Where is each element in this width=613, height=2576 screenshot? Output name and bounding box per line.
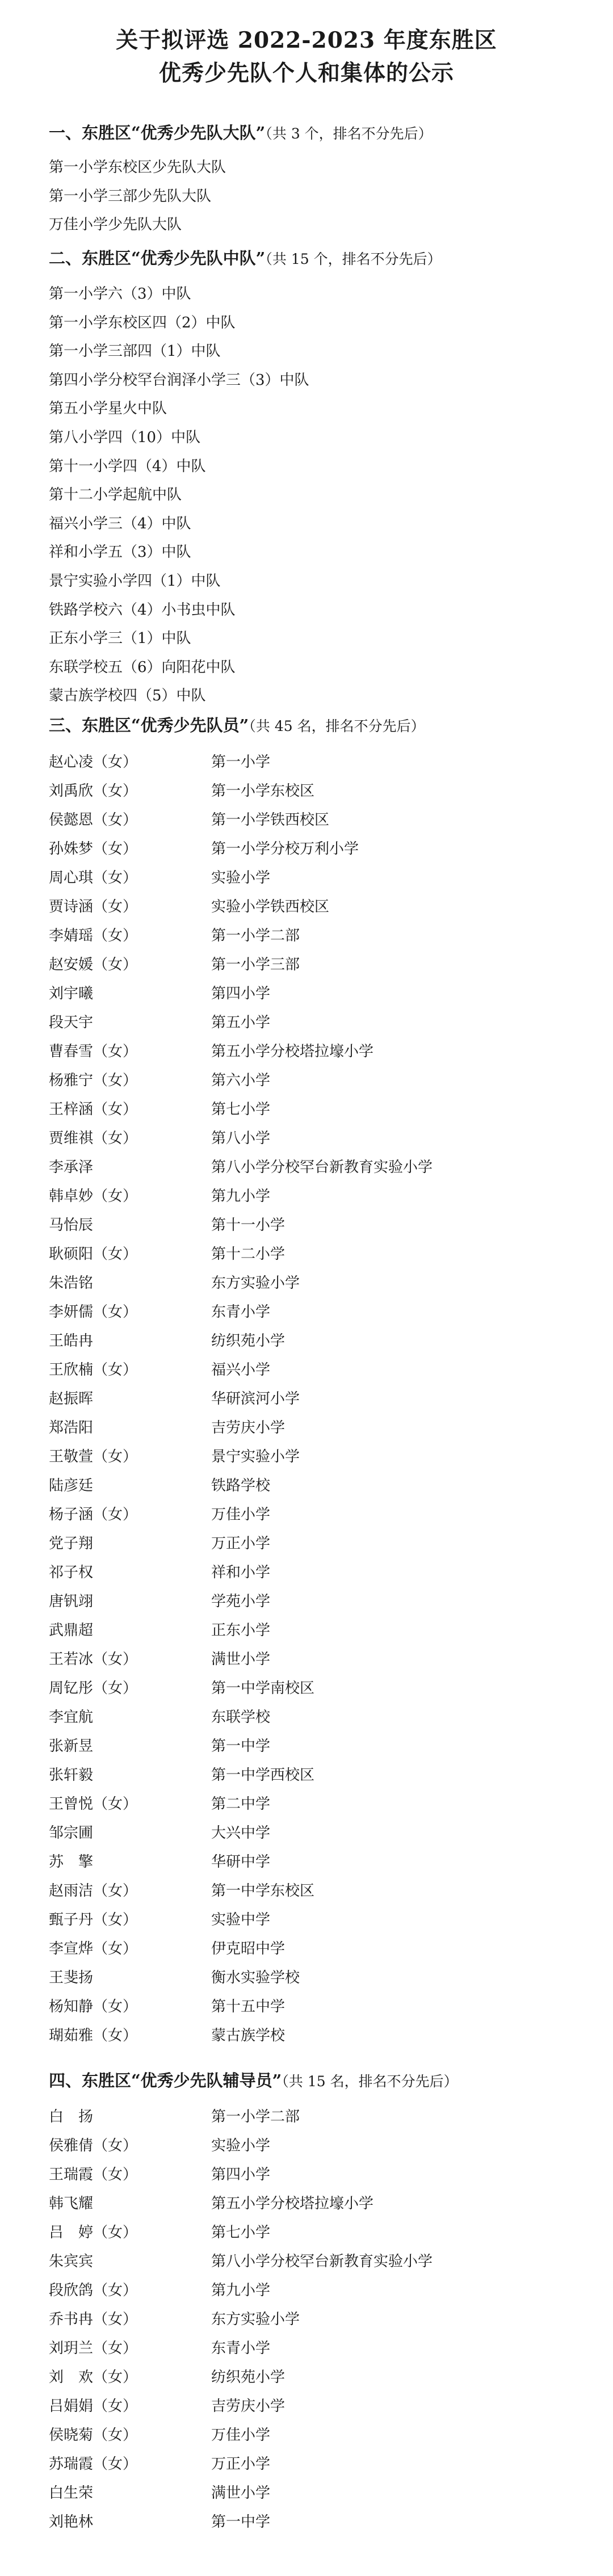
school-name: 景宁实验小学: [211, 1448, 300, 1465]
squadron-list: [49, 280, 309, 711]
person-name: 吕 婷（女）: [49, 2224, 138, 2241]
list-row: [49, 2103, 560, 2132]
school-name: 第一中学: [211, 1738, 271, 1755]
school-name: 第一中学南校区: [211, 1680, 315, 1697]
person-name: 王梓涵（女）: [49, 1101, 138, 1118]
section-heading-note: （共 15 名，排名不分先后）: [282, 2073, 458, 2090]
person-name: 王皓冉: [49, 1333, 94, 1350]
section-heading-counselors: [49, 2068, 458, 2091]
school-name: 纺织苑小学: [211, 2369, 285, 2386]
person-name: 王欣楠（女）: [49, 1361, 138, 1379]
person-name: 党子翔: [49, 1535, 94, 1552]
person-name: 张新昱: [49, 1738, 94, 1755]
section-heading-text: 二、东胜区“优秀少先队中队”: [49, 249, 266, 268]
list-row: [49, 1645, 560, 1674]
list-row: [49, 1964, 560, 1993]
school-name: 第七小学: [211, 1101, 271, 1118]
list-row: [49, 1240, 560, 1269]
person-name: 侯晓菊（女）: [49, 2427, 138, 2444]
list-row: [49, 922, 560, 951]
school-name: 东联学校: [211, 1709, 271, 1726]
school-name: 实验小学铁西校区: [211, 898, 330, 915]
person-name: 朱浩铭: [49, 1275, 94, 1292]
school-name: 学苑小学: [211, 1593, 271, 1610]
person-name: 祁子权: [49, 1564, 94, 1581]
list-row: [49, 1848, 560, 1877]
list-row: [49, 951, 560, 980]
list-row: [49, 2161, 560, 2190]
school-name: 第五小学分校塔拉壕小学: [211, 2195, 374, 2212]
list-row: [49, 1037, 560, 1066]
list-row: [49, 1153, 560, 1182]
list-row: [49, 2247, 560, 2276]
list-row: [49, 1732, 560, 1761]
person-name: 张轩毅: [49, 1767, 94, 1784]
pioneer-list: [49, 748, 560, 2050]
person-name: 郑浩阳: [49, 1419, 94, 1436]
list-item: 第一小学东校区少先队大队: [49, 159, 226, 176]
list-row: [49, 1182, 560, 1211]
page-title-line1: 关于拟评选 2022-2023 年度东胜区: [116, 27, 497, 53]
list-row: [49, 1616, 560, 1645]
brigade-list: [49, 153, 226, 239]
list-row: [49, 864, 560, 893]
list-row: [49, 2450, 560, 2479]
school-name: 实验中学: [211, 1911, 271, 1928]
person-name: 李承泽: [49, 1159, 94, 1176]
person-name: 刘 欢（女）: [49, 2369, 138, 2386]
person-name: 马怡辰: [49, 1217, 94, 1234]
list-row: [49, 1472, 560, 1501]
list-row: [49, 748, 560, 777]
person-name: 杨雅宁（女）: [49, 1072, 138, 1089]
list-item: 祥和小学五（3）中队: [49, 544, 191, 561]
school-name: 第十五中学: [211, 1998, 285, 2015]
school-name: 吉劳庆小学: [211, 2398, 285, 2415]
person-name: 刘宇曦: [49, 985, 94, 1002]
list-row: [49, 2479, 560, 2508]
person-name: 侯懿恩（女）: [49, 812, 138, 829]
section-heading-pioneers: [49, 713, 425, 736]
list-row: [49, 1587, 560, 1616]
list-row: [49, 1008, 560, 1037]
list-row: [49, 1558, 560, 1587]
person-name: 杨子涵（女）: [49, 1506, 138, 1523]
list-item: 东联学校五（6）向阳花中队: [49, 658, 236, 676]
school-name: 东青小学: [211, 1304, 271, 1321]
school-name: 万佳小学: [211, 2427, 271, 2444]
school-name: 正东小学: [211, 1622, 271, 1639]
list-row: [49, 2508, 560, 2537]
school-name: 衡水实验学校: [211, 1969, 300, 1986]
list-row: [49, 1674, 560, 1703]
school-name: 第十一小学: [211, 1217, 285, 1234]
section-heading-text: 一、东胜区“优秀少先队大队”: [49, 123, 266, 142]
school-name: 满世小学: [211, 1651, 271, 1668]
section-heading-note: （共 45 名，排名不分先后）: [249, 718, 425, 734]
list-row: [49, 1819, 560, 1848]
list-row: [49, 2305, 560, 2334]
school-name: 满世小学: [211, 2485, 271, 2502]
school-name: 第五小学分校塔拉壕小学: [211, 1043, 374, 1060]
person-name: 王敬萱（女）: [49, 1448, 138, 1465]
person-name: 韩飞耀: [49, 2195, 94, 2212]
list-item: 第八小学四（10）中队: [49, 428, 201, 446]
section-heading-text: 四、东胜区“优秀少先队辅导员”: [49, 2071, 282, 2090]
school-name: 第四小学: [211, 2166, 271, 2183]
list-item: 第一小学六（3）中队: [49, 285, 191, 302]
person-name: 白生荣: [49, 2485, 94, 2502]
person-name: 王瑞霞（女）: [49, 2166, 138, 2183]
person-name: 武鼎超: [49, 1622, 94, 1639]
school-name: 第四小学: [211, 985, 271, 1002]
person-name: 韩卓妙（女）: [49, 1188, 138, 1205]
list-row: [49, 1935, 560, 1964]
list-row: [49, 980, 560, 1008]
school-name: 第一小学二部: [211, 2108, 300, 2125]
list-item: 第四小学分校罕台润泽小学三（3）中队: [49, 371, 309, 389]
school-name: 第一小学分校万利小学: [211, 841, 359, 858]
list-row: [49, 2334, 560, 2363]
school-name: 吉劳庆小学: [211, 1419, 285, 1436]
list-row: [49, 1761, 560, 1790]
page-title-line2: 优秀少先队个人和集体的公示: [158, 60, 454, 86]
person-name: 周钇彤（女）: [49, 1680, 138, 1697]
school-name: 第八小学: [211, 1130, 271, 1147]
school-name: 万佳小学: [211, 1506, 271, 1523]
person-name: 赵心凌（女）: [49, 754, 138, 771]
school-name: 华研滨河小学: [211, 1390, 300, 1407]
list-row: [49, 1327, 560, 1356]
person-name: 曹春雪（女）: [49, 1043, 138, 1060]
person-name: 陆彦廷: [49, 1477, 94, 1494]
section-heading-brigade: [49, 120, 433, 144]
school-name: 第九小学: [211, 1188, 271, 1205]
list-item: 蒙古族学校四（5）中队: [49, 687, 206, 705]
list-row: [49, 1877, 560, 1906]
list-item: 第一小学东校区四（2）中队: [49, 314, 236, 331]
person-name: 刘玥兰（女）: [49, 2340, 138, 2357]
list-row: [49, 1501, 560, 1529]
school-name: 第二中学: [211, 1796, 271, 1813]
person-name: 乔书冉（女）: [49, 2311, 138, 2328]
person-name: 贾维祺（女）: [49, 1130, 138, 1147]
section-heading-note: （共 3 个，排名不分先后）: [265, 125, 433, 142]
person-name: 邹宗圃: [49, 1825, 94, 1842]
school-name: 第八小学分校罕台新教育实验小学: [211, 2253, 433, 2270]
list-row: [49, 1529, 560, 1558]
person-name: 赵振晖: [49, 1390, 94, 1407]
school-name: 第一小学铁西校区: [211, 812, 330, 829]
person-name: 吕娟娟（女）: [49, 2398, 138, 2415]
list-row: [49, 1906, 560, 1935]
person-name: 李妍儒（女）: [49, 1304, 138, 1321]
list-row: [49, 1356, 560, 1385]
person-name: 刘艳林: [49, 2514, 94, 2531]
school-name: 第六小学: [211, 1072, 271, 1089]
school-name: 大兴中学: [211, 1825, 271, 1842]
person-name: 周心琪（女）: [49, 869, 138, 886]
list-row: [49, 1269, 560, 1298]
person-name: 李婧瑶（女）: [49, 927, 138, 944]
person-name: 李宣烨（女）: [49, 1940, 138, 1957]
list-row: [49, 777, 560, 806]
list-row: [49, 1790, 560, 1819]
school-name: 万正小学: [211, 1535, 271, 1552]
list-item: 铁路学校六（4）小书虫中队: [49, 601, 236, 619]
section-heading-squadron: [49, 246, 442, 269]
school-name: 华研中学: [211, 1854, 271, 1871]
person-name: 白 扬: [49, 2108, 94, 2125]
school-name: 第十二小学: [211, 1246, 285, 1263]
school-name: 东青小学: [211, 2340, 271, 2357]
school-name: 第一小学三部: [211, 956, 300, 973]
school-name: 第一中学西校区: [211, 1767, 315, 1784]
person-name: 甄子丹（女）: [49, 1911, 138, 1928]
person-name: 段欣鸽（女）: [49, 2282, 138, 2299]
list-row: [49, 1993, 560, 2022]
person-name: 唐钒翊: [49, 1593, 94, 1610]
person-name: 苏 擎: [49, 1854, 94, 1871]
school-name: 第一小学东校区: [211, 783, 315, 800]
list-row: [49, 1095, 560, 1124]
school-name: 第一中学: [211, 2514, 271, 2531]
list-row: [49, 1414, 560, 1443]
school-name: 祥和小学: [211, 1564, 271, 1581]
person-name: 李宜航: [49, 1709, 94, 1726]
list-row: [49, 1066, 560, 1095]
school-name: 东方实验小学: [211, 2311, 300, 2328]
school-name: 实验小学: [211, 869, 271, 886]
person-name: 瑚茹雅（女）: [49, 2027, 138, 2044]
person-name: 赵安媛（女）: [49, 956, 138, 973]
person-name: 孙姝梦（女）: [49, 841, 138, 858]
list-item: 万佳小学少先队大队: [49, 216, 182, 234]
person-name: 王若冰（女）: [49, 1651, 138, 1668]
section-heading-note: （共 15 个，排名不分先后）: [265, 251, 442, 267]
section-heading-text: 三、东胜区“优秀少先队员”: [49, 716, 249, 735]
list-item: 第一小学三部四（1）中队: [49, 343, 221, 360]
person-name: 王曾悦（女）: [49, 1796, 138, 1813]
list-row: [49, 2276, 560, 2305]
school-name: 万正小学: [211, 2456, 271, 2473]
person-name: 贾诗涵（女）: [49, 898, 138, 915]
list-row: [49, 1443, 560, 1472]
person-name: 段天宇: [49, 1014, 94, 1031]
list-row: [49, 1703, 560, 1732]
school-name: 第一小学二部: [211, 927, 300, 944]
school-name: 实验小学: [211, 2137, 271, 2154]
list-row: [49, 2392, 560, 2421]
list-item: 福兴小学三（4）中队: [49, 515, 191, 532]
counselor-list: [49, 2103, 560, 2537]
list-row: [49, 2190, 560, 2218]
school-name: 第九小学: [211, 2282, 271, 2299]
list-row: [49, 1298, 560, 1327]
school-name: 蒙古族学校: [211, 2027, 285, 2044]
person-name: 侯雅倩（女）: [49, 2137, 138, 2154]
school-name: 东方实验小学: [211, 1275, 300, 1292]
person-name: 朱宾宾: [49, 2253, 94, 2270]
school-name: 福兴小学: [211, 1361, 271, 1379]
list-item: 第十二小学起航中队: [49, 486, 182, 504]
school-name: 第五小学: [211, 1014, 271, 1031]
list-row: [49, 1211, 560, 1240]
school-name: 伊克昭中学: [211, 1940, 285, 1957]
person-name: 刘禹欣（女）: [49, 783, 138, 800]
list-row: [49, 1124, 560, 1153]
list-item: 第一小学三部少先队大队: [49, 187, 212, 205]
school-name: 第一小学: [211, 754, 271, 771]
list-row: [49, 2132, 560, 2161]
school-name: 铁路学校: [211, 1477, 271, 1494]
list-row: [49, 2022, 560, 2050]
list-item: 景宁实验小学四（1）中队: [49, 572, 221, 590]
list-row: [49, 893, 560, 922]
person-name: 赵雨洁（女）: [49, 1882, 138, 1900]
list-row: [49, 806, 560, 835]
list-row: [49, 1385, 560, 1414]
list-row: [49, 2421, 560, 2450]
school-name: 第一中学东校区: [211, 1882, 315, 1900]
list-item: 正东小学三（1）中队: [49, 630, 191, 648]
list-row: [49, 2363, 560, 2392]
list-row: [49, 835, 560, 864]
person-name: 杨知静（女）: [49, 1998, 138, 2015]
school-name: 第八小学分校罕台新教育实验小学: [211, 1159, 433, 1176]
list-row: [49, 2218, 560, 2247]
person-name: 耿硕阳（女）: [49, 1246, 138, 1263]
school-name: 第七小学: [211, 2224, 271, 2241]
list-item: 第五小学星火中队: [49, 400, 167, 418]
list-item: 第十一小学四（4）中队: [49, 457, 206, 475]
person-name: 王斐扬: [49, 1969, 94, 1986]
person-name: 苏瑞霞（女）: [49, 2456, 138, 2473]
school-name: 纺织苑小学: [211, 1333, 285, 1350]
